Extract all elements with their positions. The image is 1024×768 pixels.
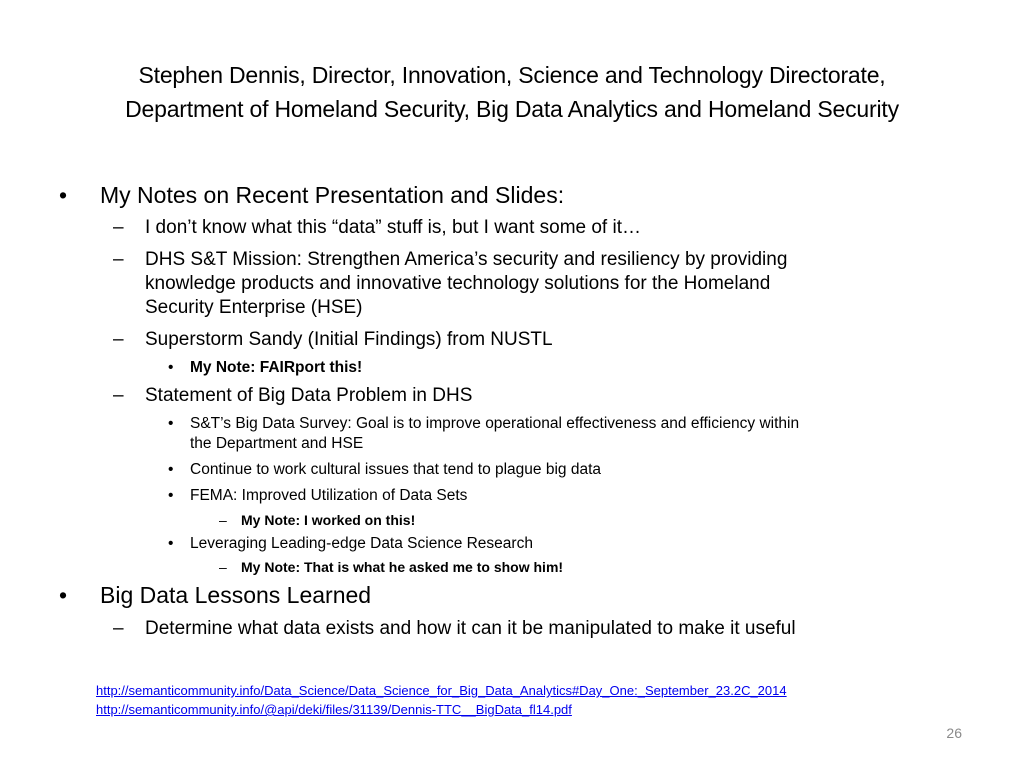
bullet-icon: • bbox=[168, 487, 174, 504]
note-text: My Note: That is what he asked me to show him! bbox=[241, 559, 564, 575]
subbullet-text: Superstorm Sandy (Initial Findings) from NUSTL bbox=[145, 329, 553, 350]
bullet-text: Big Data Lessons Learned bbox=[100, 582, 372, 608]
dash-icon: – bbox=[113, 618, 124, 639]
bullet-icon: • bbox=[168, 535, 174, 552]
bullet-icon: • bbox=[59, 582, 68, 608]
note-text: My Note: FAIRport this! bbox=[190, 359, 363, 376]
dash-icon: – bbox=[113, 329, 124, 350]
dash-icon: – bbox=[219, 559, 227, 575]
bullet-icon: • bbox=[168, 359, 174, 376]
dash-icon: – bbox=[219, 512, 227, 528]
bullet-icon: • bbox=[168, 415, 174, 432]
subbullet-text-line-2: knowledge products and innovative technology solutions for the Homeland bbox=[145, 273, 771, 294]
bullet-icon: • bbox=[59, 182, 68, 208]
source-link-1[interactable]: http://semanticommunity.info/Data_Science/Data_Science_for_Big_Data_Analytics#Day_One:_September_23.2C_2014 bbox=[96, 683, 787, 698]
dash-icon: – bbox=[113, 249, 124, 270]
source-link-2[interactable]: http://semanticommunity.info/@api/deki/files/31139/Dennis-TTC__BigData_fl14.pdf bbox=[96, 702, 572, 717]
item-text-line-1: S&T’s Big Data Survey: Goal is to improve operational effectiveness and efficiency within bbox=[190, 415, 800, 432]
title-line-2: Department of Homeland Security, Big Data Analytics and Homeland Security bbox=[125, 96, 899, 122]
bullet-text: My Notes on Recent Presentation and Slides: bbox=[100, 182, 565, 208]
dash-icon: – bbox=[113, 217, 124, 238]
subbullet-text: I don’t know what this “data” stuff is, but I want some of it… bbox=[145, 217, 641, 238]
page-number: 26 bbox=[946, 725, 962, 741]
slide-title bbox=[40, 58, 984, 126]
subbullet-text: Statement of Big Data Problem in DHS bbox=[145, 385, 473, 406]
note-text: My Note: I worked on this! bbox=[241, 512, 416, 528]
subbullet-text-line-1: DHS S&T Mission: Strengthen America’s security and resiliency by providing bbox=[145, 249, 788, 270]
item-text-line-2: the Department and HSE bbox=[190, 435, 364, 452]
bullet-icon: • bbox=[168, 461, 174, 478]
dash-icon: – bbox=[113, 385, 124, 406]
item-text: FEMA: Improved Utilization of Data Sets bbox=[190, 487, 468, 504]
subbullet-text-line-3: Security Enterprise (HSE) bbox=[145, 297, 363, 318]
subbullet-text: Determine what data exists and how it can it be manipulated to make it useful bbox=[145, 618, 796, 639]
title-line-1: Stephen Dennis, Director, Innovation, Science and Technology Directorate, bbox=[138, 62, 886, 88]
source-links bbox=[96, 681, 787, 719]
item-text: Leveraging Leading-edge Data Science Research bbox=[190, 535, 533, 552]
item-text: Continue to work cultural issues that tend to plague big data bbox=[190, 461, 602, 478]
